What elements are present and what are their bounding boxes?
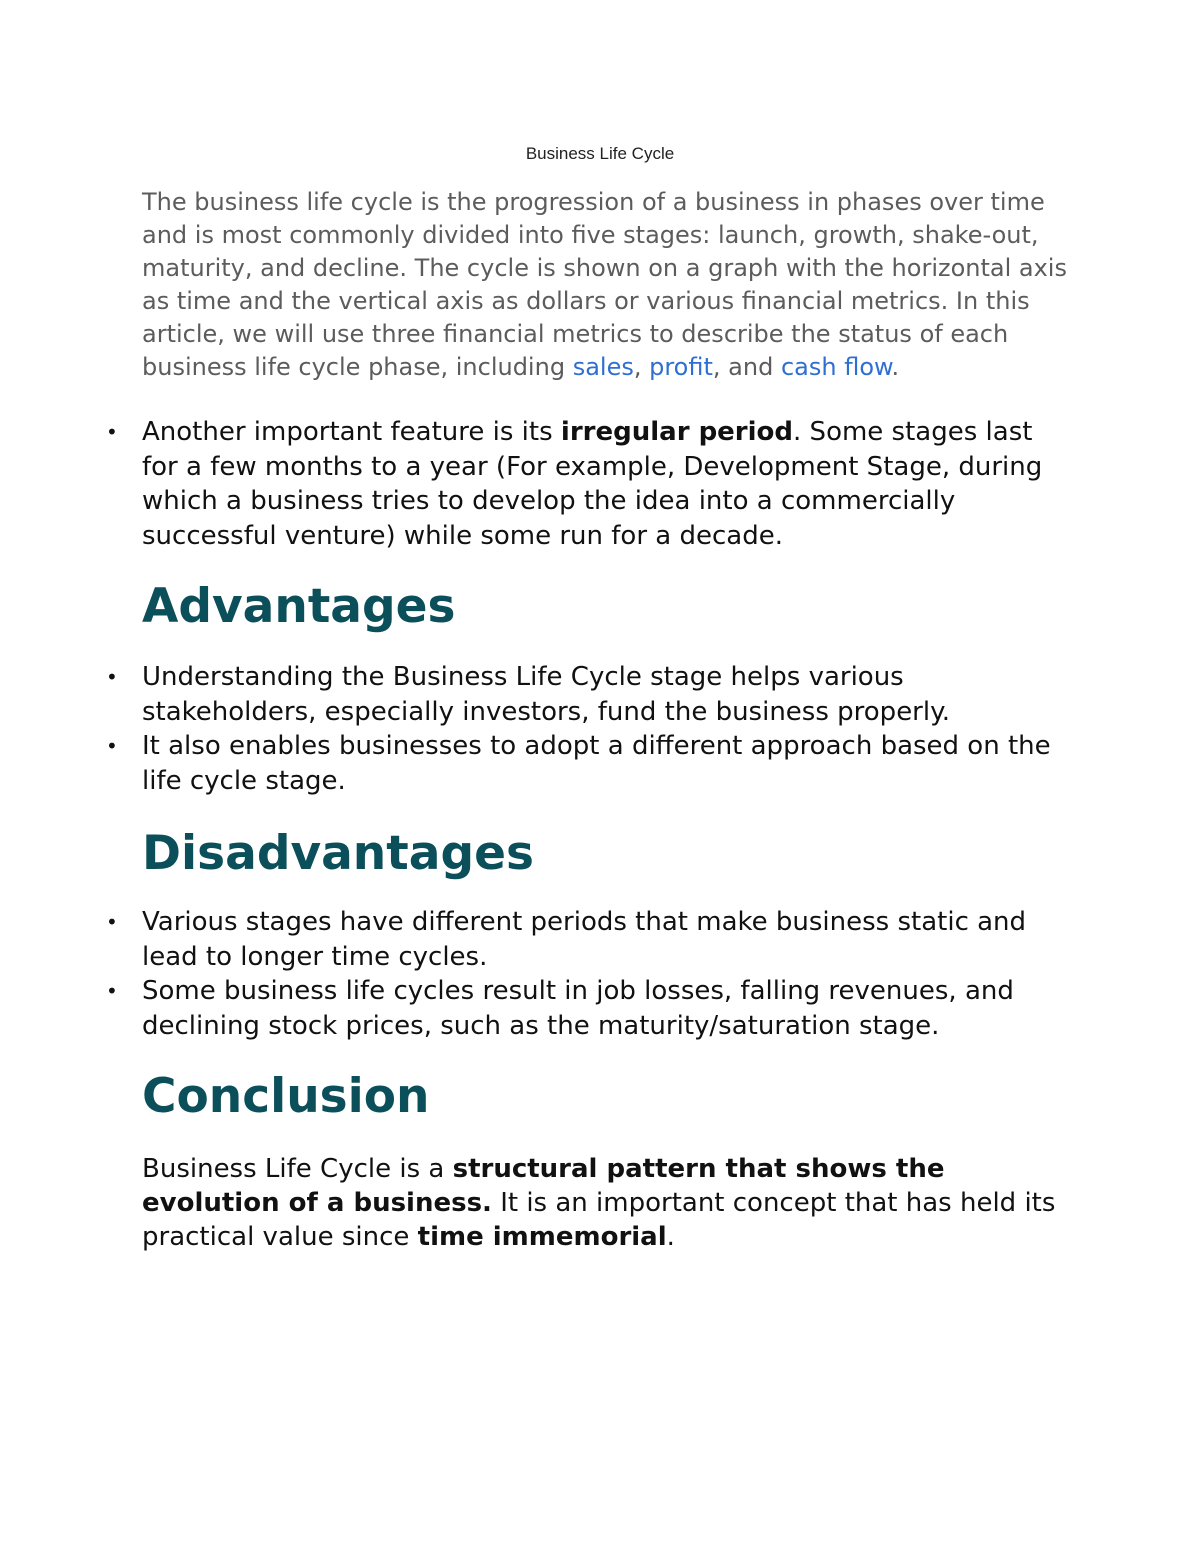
intro-paragraph (142, 186, 1072, 384)
conclusion-text: Business Life Cycle is a (142, 1154, 453, 1184)
advantages-heading: Advantages (142, 579, 456, 634)
document-body (142, 186, 1072, 1254)
advantages-list-item: • Understanding the Business Life Cycle stage helps various stakeholders, especially investors, fund the business properly. (142, 660, 1072, 729)
conclusion-text: It is an important concept that has held its practical value since (142, 1188, 1056, 1252)
conclusion-bold-text: structural pattern that shows the evolution of a business. (142, 1154, 945, 1218)
conclusion-bold-text: time immemorial (417, 1222, 667, 1252)
advantages-list (142, 660, 1072, 798)
feature-text: . Some stages last for a few months to a year (For example, Development Stage, during which a business tries to develop the idea into a commercially successful venture) while some run for a decade. (142, 417, 1043, 551)
intro-separator: , (633, 353, 650, 381)
disadvantages-list-item: • Some business life cycles result in job losses, falling revenues, and declining stock prices, such as the maturity/saturation stage. (142, 974, 1072, 1043)
conclusion-paragraph (142, 1152, 1072, 1254)
disadvantages-heading: Disadvantages (142, 826, 534, 881)
feature-bold-text: irregular period (560, 417, 794, 447)
disadvantages-list-item: • Various stages have different periods that make business static and lead to longer time cycles. (142, 905, 1072, 974)
page-header-title: Business Life Cycle (525, 144, 675, 163)
feature-text: Another important feature is its (142, 417, 561, 447)
intro-text: The business life cycle is the progression of a business in phases over time and is most commonly divided into five stages: launch, growth, shake-out, maturity, and decline. The cycle is shown on a graph with the horizontal axis as time and the vertical axis as dollars or various financial metrics. In this article, we will use three financial metrics to describe the status of each business life cycle phase, including (142, 188, 1067, 381)
disadvantages-list (142, 905, 1072, 1043)
intro-end: . (891, 353, 900, 381)
profit-link[interactable]: profit (649, 353, 713, 381)
conclusion-text: . (666, 1222, 675, 1252)
advantages-list-item: • It also enables businesses to adopt a different approach based on the life cycle stage. (142, 729, 1072, 798)
feature-list-item (142, 415, 1072, 553)
sales-link[interactable]: sales (572, 353, 634, 381)
conclusion-heading: Conclusion (142, 1069, 430, 1124)
intro-separator: , and (712, 353, 781, 381)
feature-list (142, 415, 1072, 553)
cash-flow-link[interactable]: cash flow (780, 353, 892, 381)
